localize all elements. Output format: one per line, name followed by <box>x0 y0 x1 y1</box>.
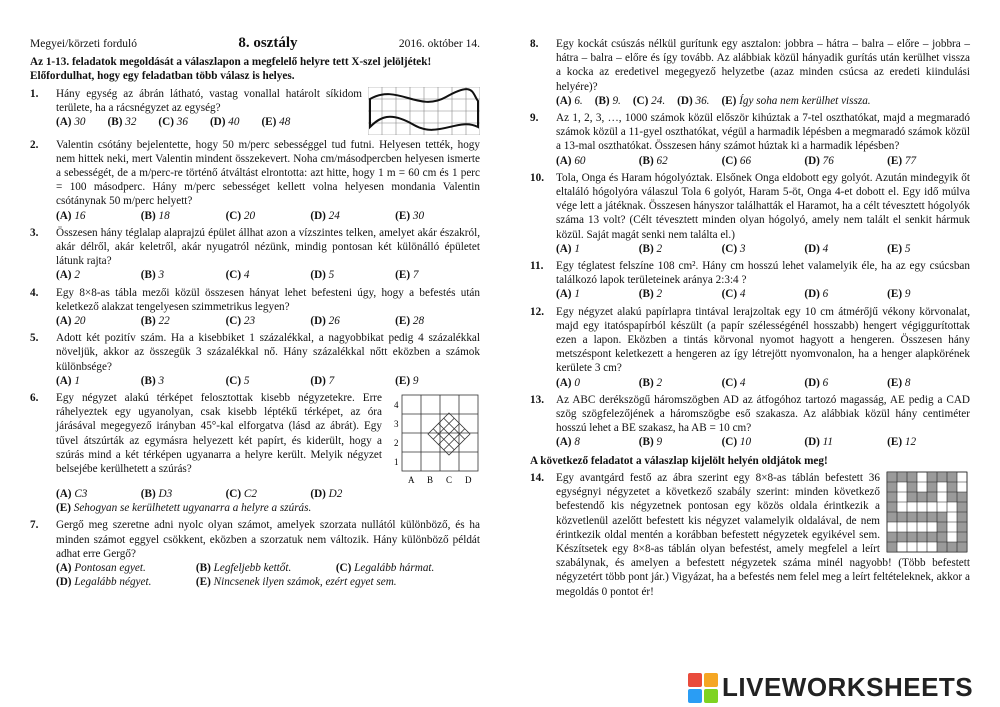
col-label: C <box>446 475 453 486</box>
answer-options <box>56 115 362 129</box>
painted-cell <box>907 512 917 522</box>
painted-cell <box>887 482 897 492</box>
option-b: (B) 3 <box>140 269 165 282</box>
option-a: (A) 30 <box>56 116 86 129</box>
problem-text: Egy négyzet alakú papírlapra tintával lerajzoltak egy 10 cm átmérőjű vékony körvonalat, majd egy itatóspapírból készült (a papír szélességénél hosszabb) hengert végiggurítottak ezen a lapon. Eközben a tintás körvonal nyomot hagyott a hengeren. Összesen hány metszéspont keletkezett a hengeren az így létrejött nyomvonalon, ha a henger alapkörének kerülete 3 cm? <box>556 305 970 375</box>
option-d: (D) 6 <box>804 376 829 389</box>
painted-cell <box>947 482 957 492</box>
row-label: 1 <box>394 457 399 468</box>
painted-cell <box>927 512 937 522</box>
option-c: (C) 4 <box>721 288 746 301</box>
option-d: (D) 7 <box>310 374 335 387</box>
problem-text: Egy téglatest felszíne 108 cm². Hány cm hosszú lehet valamelyik éle, ha az egy csúcsban találkozó lapok területeinek aránya 2:3:4 ? <box>556 260 970 287</box>
answer-options <box>56 561 480 575</box>
problem-8 <box>530 37 970 108</box>
problem-14 <box>530 471 970 599</box>
answer-options <box>56 268 480 282</box>
option-b: (B) 3 <box>140 374 165 387</box>
painted-cell <box>947 472 957 482</box>
option-b: (B) 18 <box>140 209 170 222</box>
painted-cell <box>937 512 947 522</box>
painted-cell <box>927 482 937 492</box>
answer-options <box>56 487 480 501</box>
problem-text: Valentin csótány bejelentette, hogy 50 m/perc sebességgel tud futni. Helyesen tették, hogy nem hittek neki, mert Valentin mindent összekevert. Noha cm/másodpercben helyesen ismerte a sebességét, de a m/perc-re történő átváltást elrontotta: azt hitte, hogy 1 m = 60 cm és 1 perc = 100 másodperc. Hány m/perc sebességet kellett volna helyesen mondania Valentin csótánynak 50 m/perc helyett? <box>56 138 480 208</box>
painted-cell <box>917 492 927 502</box>
option-e: (E) 48 <box>261 116 291 129</box>
painted-cell <box>887 532 897 542</box>
problem-5 <box>30 331 480 388</box>
painted-cell <box>897 532 907 542</box>
option-a: (A) 60 <box>556 154 586 167</box>
option-a: (A) 1 <box>556 288 580 301</box>
option-a: (A) 16 <box>56 209 86 222</box>
problem-text: Összesen hány téglalap alaprajzú épület állhat azon a vízszintes telken, amelyet akár északról, akár délről, akár keletről, akár nyugatról nézünk, mindig pontosan két különálló épületet látunk rajta? <box>56 226 480 268</box>
option-c: (C) 20 <box>225 209 256 222</box>
answer-options <box>56 374 480 388</box>
painted-cell <box>937 472 947 482</box>
painted-cell <box>957 532 967 542</box>
problem-text: Az ABC derékszögű háromszögben AD az átfogóhoz tartozó magasság, AE pedig a CAD szög szögfelezőjének a háromszögbe eső szakasza. Az alábbiak közül hány centiméter hosszú lehet a BE szakasz, ha AB = 10 cm? <box>556 393 970 435</box>
option-d: (D) 36. <box>677 94 710 107</box>
problem-number: 1. <box>30 87 39 100</box>
answer-options <box>56 314 480 328</box>
option-c: (C) C2 <box>225 488 257 501</box>
problem-2 <box>30 138 480 223</box>
painted-cell <box>937 522 947 532</box>
option-a: (A) C3 <box>56 488 88 501</box>
option-b: (B) 62 <box>638 154 668 167</box>
figure-painted-grid <box>886 471 970 555</box>
option-b: (B) 22 <box>140 315 170 328</box>
problem-6 <box>30 391 480 515</box>
problem-number: 4. <box>30 286 39 299</box>
painted-cell <box>957 542 967 552</box>
option-c: (C) 24. <box>632 94 666 107</box>
option-b: (B) Legfeljebb kettőt. <box>195 562 292 575</box>
painted-cell <box>957 502 967 512</box>
option-e: (E) 8 <box>887 376 911 389</box>
col-label: B <box>427 475 434 486</box>
problem-text: Hány egység az ábrán látható, vastag vonallal határolt síkidom területe, ha a rácsnégyzet az egység? <box>56 87 362 114</box>
option-e: (E) 30 <box>395 209 425 222</box>
painted-cell <box>897 472 907 482</box>
option-c: (C) 36 <box>158 116 188 129</box>
painted-cell <box>887 492 897 502</box>
problem-text: Egy 8×8-as tábla mezői közül összesen hányat lehet befesteni úgy, hogy a befestés után keletkező alakzat tengelyesen szimmetrikus legyen? <box>56 286 480 313</box>
option-d: (D) 5 <box>310 269 335 282</box>
painted-cell <box>957 512 967 522</box>
option-d: (D) 24 <box>310 209 340 222</box>
painted-cell <box>907 532 917 542</box>
option-e: (E) Így soha nem kerülhet vissza. <box>721 94 871 107</box>
option-a: (A) 20 <box>56 315 86 328</box>
option-e: (E) 77 <box>887 154 917 167</box>
option-a: (A) 0 <box>556 376 580 389</box>
round-label: Megyei/körzeti forduló <box>30 38 137 50</box>
option-c: (C) Legalább hármat. <box>335 562 435 575</box>
row-label: 2 <box>394 438 399 449</box>
painted-cell <box>887 542 897 552</box>
problem-number: 2. <box>30 138 39 151</box>
option-a: (A) 1 <box>56 374 80 387</box>
left-column <box>30 0 480 589</box>
painted-cell <box>947 492 957 502</box>
logo-text: LIVEWORKSHEETS <box>722 672 974 702</box>
answer-option-e <box>56 501 480 515</box>
option-b: (B) 2 <box>638 288 663 301</box>
painted-cell <box>887 512 897 522</box>
problem-12 <box>530 305 970 390</box>
problem-text: Adott két pozitív szám. Ha a kisebbiket 1 százalékkal, a nagyobbikat pedig 4 százalékkal növeljük, akkor az összegük 3 százalékkal nő. Hány százalékkal nőtt eközben a számok különbsége? <box>56 332 480 373</box>
painted-cell <box>907 482 917 492</box>
problem-11 <box>530 259 970 302</box>
problem-text: Egy négyzet alakú térképet felosztottak kisebb négyzetekre. Erre ráhelyeztek egy ugyanolyan, csak kisebb léptékű térképet, az óra járásával megegyező irányban 45°-kal elforgatva (lásd az ábrát). Egy tűvel átszúrták az egymásra helyezett két papírt, és kiderült, hogy a szúrás mind a két térképen ugyanarra a helyre került. Melyik négyzet belsejébe kerülhetett a szúrás? <box>56 392 382 476</box>
option-a: (A) 1 <box>556 242 580 255</box>
answer-options <box>556 376 970 390</box>
problem-text: Tola, Onga és Haram hógolyóztak. Elsőnek Onga eldobott egy golyót. Azután mindegyik őt eltaláló hógolyóra válaszul Tola 6 golyót, Haram 5-öt, Onga 4-et dobott el. Egy idő múlva vége lett a játéknak. Összesen hányszor találhatták el Haramot, ha a célt tévesztett hógolyók száma 13 volt? (Célt tévesztett minden olyan hógolyó, amely nem talált el senkit hármuk közül. Saját magát senki nem találta el.) <box>556 171 970 241</box>
option-a: (A) 2 <box>56 269 80 282</box>
problem-number: 6. <box>30 392 39 405</box>
painted-cell <box>927 532 937 542</box>
option-c: (C) 3 <box>721 242 746 255</box>
painted-cell <box>957 492 967 502</box>
date-label: 2016. október 14. <box>398 38 480 50</box>
painted-cell <box>937 542 947 552</box>
option-b: (B) 9. <box>594 94 621 107</box>
option-d: (D) 4 <box>804 242 829 255</box>
option-c: (C) 23 <box>225 315 256 328</box>
option-c: (C) 66 <box>721 154 752 167</box>
problem-1 <box>30 87 480 135</box>
answer-options <box>56 575 480 589</box>
answer-options <box>556 287 970 301</box>
painted-cell <box>927 492 937 502</box>
option-e: (E) 5 <box>887 242 911 255</box>
problem-10 <box>530 171 970 256</box>
problem-number: 12. <box>530 305 544 318</box>
section-heading: A következő feladatot a válaszlap kijelölt helyén oldjátok meg! <box>530 454 828 467</box>
problem-number: 14. <box>530 471 544 484</box>
option-a: (A) 6. <box>556 94 583 107</box>
option-e: (E) 28 <box>395 315 425 328</box>
grade-title: 8. osztály <box>238 35 298 51</box>
painted-cell <box>917 512 927 522</box>
answer-options <box>56 209 480 223</box>
figure-rotated-map <box>388 391 480 487</box>
problem-9 <box>530 111 970 168</box>
option-e: (E) Nincsenek ilyen számok, ezért egyet sem. <box>195 576 397 589</box>
problem-text: Gergő meg szeretne adni nyolc olyan számot, amelyek szorzata nullától különböző, és ha minden számot eggyel csökkent, eközben a szorzatuk nem változik. Hány különböző példát adhat erre Gergő? <box>56 519 480 560</box>
option-b: (B) 2 <box>638 242 663 255</box>
right-column <box>530 34 970 599</box>
problem-number: 9. <box>530 112 539 125</box>
option-b: (B) D3 <box>140 488 173 501</box>
instructions: Az 1-13. feladatok megoldását a válaszlapon a megfelelő helyre tett X-szel jelöljétek! Előfordulhat, hogy egy feladatban több válasz is helyes. <box>30 56 432 83</box>
option-c: (C) 10 <box>721 436 752 449</box>
option-b: (B) 9 <box>638 436 663 449</box>
liveworksheets-logo <box>688 672 973 703</box>
option-a: (A) 8 <box>556 436 580 449</box>
problem-text: Az 1, 2, 3, …, 1000 számok közül először kihúztak a 7-tel oszthatókat, majd a megmaradó számok közül a 11-gyel oszthatókat, végül a harmadik lépésben a megmaradó számok közül a 13-mal oszthatókat. Összesen hány számot húztak ki a harmadik lépésben? <box>556 112 970 153</box>
col-label: A <box>408 475 415 486</box>
problem-7 <box>30 518 480 589</box>
painted-cell <box>897 512 907 522</box>
page-header <box>30 36 480 51</box>
option-c: (C) 4 <box>721 376 746 389</box>
option-c: (C) 4 <box>225 269 250 282</box>
option-d: (D) Legalább négyet. <box>56 576 152 589</box>
option-e: (E) 9 <box>395 374 419 387</box>
option-e: (E) 12 <box>887 436 917 449</box>
painted-cell <box>927 472 937 482</box>
problem-number: 10. <box>530 171 544 184</box>
figure-wavy-shape <box>368 87 480 135</box>
col-label: D <box>465 475 472 486</box>
problem-number: 8. <box>530 38 539 50</box>
painted-cell <box>887 472 897 482</box>
row-label: 3 <box>394 419 399 430</box>
option-e: (E) Sehogyan se kerülhetett ugyanarra a helyre a szúrás. <box>56 502 312 515</box>
option-d: (D) D2 <box>310 488 343 501</box>
row-label: 4 <box>394 400 399 411</box>
option-d: (D) 76 <box>804 154 834 167</box>
problem-number: 13. <box>530 393 544 406</box>
problem-number: 11. <box>530 260 544 273</box>
painted-cell <box>907 492 917 502</box>
option-a: (A) Pontosan egyet. <box>56 562 146 575</box>
answer-options <box>556 435 970 449</box>
problem-text: Egy avantgárd festő az ábra szerint egy 8×8-as táblán befestett 36 egységnyi négyzetet a következő szabály szerint: minden következő befestendő kis négyzetnek pontosan egy közös oldala érintkezik a közvetlenül azelőtt befestett kis négyzet valamelyik oldalával, de nem érintkezik oldal mentén a korábban befestett négyzetek egyikével sem. Készítsetek egy 8×8-as táblán olyan befestést, amely megfelel a leírt szabálynak, és amelyen a befestett négyzetek száma minél nagyobb! (Több befestett négyzetért több pont jár.) Vigyázat, ha a befestés nem felel meg a leírt feltételeknek, akkor a megoldás 0 pontot ér! <box>556 471 970 598</box>
problem-13 <box>530 393 970 450</box>
answer-options <box>556 154 970 168</box>
painted-cell <box>937 532 947 542</box>
problem-3 <box>30 226 480 283</box>
option-d: (D) 40 <box>209 116 240 129</box>
problem-text: Egy kockát csúszás nélkül gurítunk egy asztalon: jobbra – hátra – balra – előre – jobbra – hátra – balra – előre és így tovább. Az alábbiak közül hányadik gurítás után kerülhet vissza a kocka az eredetivel megegyező helyzetbe (azaz minden csúcsa az eredeti kiindulási helyére)? <box>556 38 970 93</box>
problem-number: 5. <box>30 332 39 345</box>
answer-options <box>556 94 970 108</box>
logo-icon <box>688 673 718 703</box>
option-b: (B) 2 <box>638 376 663 389</box>
answer-options <box>556 242 970 256</box>
painted-cell <box>947 542 957 552</box>
option-b: (B) 32 <box>107 116 137 129</box>
option-d: (D) 26 <box>310 315 340 328</box>
problem-4 <box>30 286 480 329</box>
option-c: (C) 5 <box>225 374 250 387</box>
painted-cell <box>957 522 967 532</box>
painted-cell <box>917 532 927 542</box>
problem-number: 7. <box>30 519 39 532</box>
option-d: (D) 6 <box>804 288 829 301</box>
option-d: (D) 11 <box>804 436 834 449</box>
option-e: (E) 7 <box>395 269 419 282</box>
problem-number: 3. <box>30 226 39 239</box>
painted-cell <box>907 472 917 482</box>
option-e: (E) 9 <box>887 288 911 301</box>
painted-cell <box>887 502 897 512</box>
